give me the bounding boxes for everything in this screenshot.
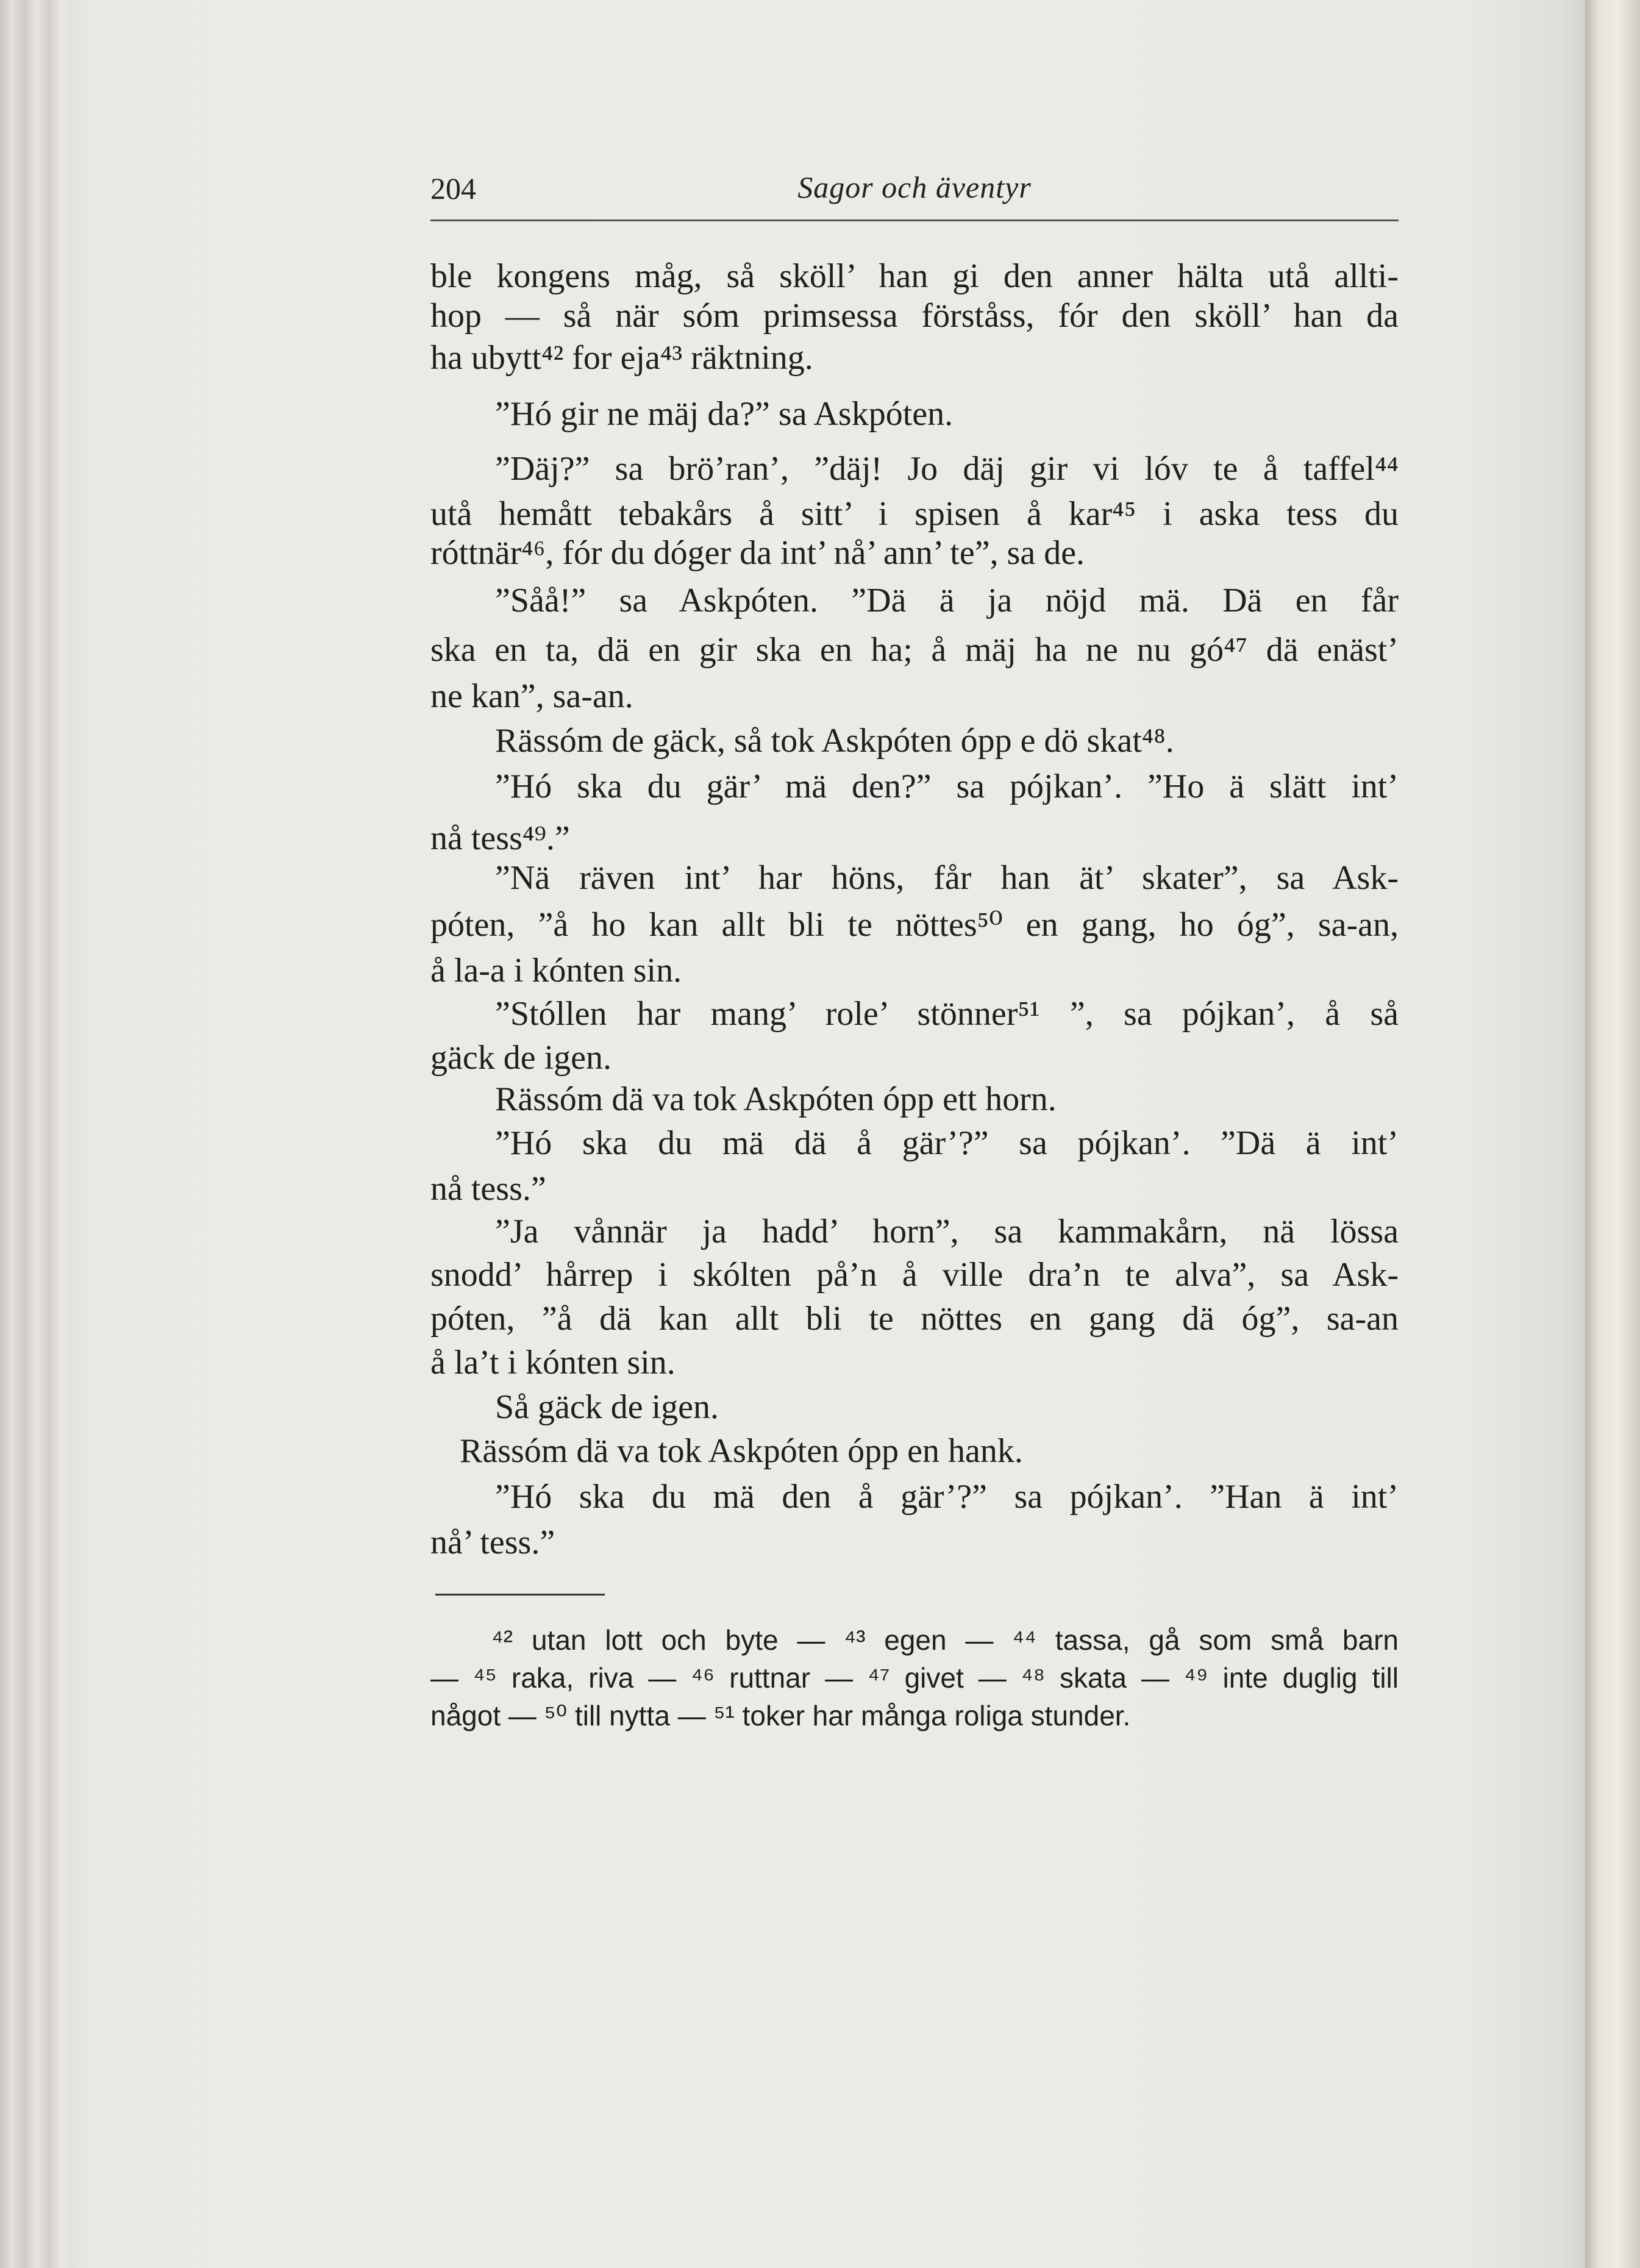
text-line: ”Stóllen har mang’ role’ stönner⁵¹ ”, sa pójkan’, å så — [495, 995, 1399, 1033]
text-line: póten, ”å ho kan allt bli te nöttes⁵⁰ en gang, ho óg”, sa-an, — [430, 906, 1399, 944]
text-line: ne kan”, sa-an. — [430, 677, 633, 715]
text-line: ble kongens måg, så sköll’ han gi den anner hälta utå allti- — [430, 257, 1399, 295]
text-line: å la’t i kónten sin. — [430, 1344, 676, 1382]
text-line: róttnär⁴⁶, fór du dóger da int’ nå’ ann’ te”, sa de. — [430, 534, 1085, 572]
text-line: póten, ”å dä kan allt bli te nöttes en gang dä óg”, sa-an — [430, 1300, 1399, 1338]
text-line: gäck de igen. — [430, 1039, 611, 1077]
text-line: ”Hó gir ne mäj da?” sa Askpóten. — [495, 395, 954, 433]
text-line: å la-a i kónten sin. — [430, 952, 682, 990]
page-number: 204 — [430, 171, 476, 205]
text-line: ”Hó ska du gär’ mä den?” sa pójkan’. ”Ho ä slätt int’ — [495, 768, 1399, 805]
text-line: ”Hó ska du mä den å gär’?” sa pójkan’. ”Han ä int’ — [495, 1478, 1399, 1516]
text-line: Så gäck de igen. — [495, 1388, 719, 1426]
text-line: Rässóm de gäck, så tok Askpóten ópp e dö skat⁴⁸. — [495, 722, 1174, 760]
text-line: nå’ tess.” — [430, 1524, 555, 1561]
text-line: nå tess.” — [430, 1170, 546, 1208]
text-line: utå hemått tebakårs å sitt’ i spisen å kar⁴⁵ i aska tess du — [430, 495, 1399, 533]
text-line: hop — så när sóm primsessa förståss, fór den sköll’ han da — [430, 297, 1399, 335]
text-line: ha ubytt⁴² for eja⁴³ räktning. — [430, 339, 813, 377]
page-header — [430, 165, 1399, 221]
text-line: ”Såå!” sa Askpóten. ”Dä ä ja nöjd mä. Dä en får — [495, 582, 1399, 619]
text-line: ”Ja vånnär ja hadd’ horn”, sa kammakårn, nä lössa — [495, 1213, 1399, 1250]
footnote-line: ⁴² utan lott och byte — ⁴³ egen — ⁴⁴ tassa, gå som små barn — [491, 1624, 1399, 1656]
footnote-line: något — ⁵⁰ till nytta — ⁵¹ toker har många roliga stunder. — [430, 1700, 1131, 1731]
text-line: ”Däj?” sa brö’ran’, ”däj! Jo däj gir vi lóv te å taffel⁴⁴ — [495, 450, 1399, 488]
text-line: Rässóm dä va tok Askpóten ópp en hank. — [460, 1432, 1023, 1470]
text-line: Rässóm dä va tok Askpóten ópp ett horn. — [495, 1080, 1057, 1118]
text-line: ”Hó ska du mä dä å gär’?” sa pójkan’. ”Dä ä int’ — [495, 1124, 1399, 1162]
text-line: nå tess⁴⁹.” — [430, 819, 570, 857]
text-line: snodd’ hårrep i skólten på’n å ville dra’n te alva”, sa Ask- — [430, 1256, 1399, 1294]
footnote-line: — ⁴⁵ raka, riva — ⁴⁶ ruttnar — ⁴⁷ givet — ⁴⁸ skata — ⁴⁹ inte duglig till — [430, 1662, 1399, 1694]
text-line: ”Nä räven int’ har höns, får han ät’ skater”, sa Ask- — [495, 859, 1399, 897]
footnote-separator — [435, 1594, 605, 1596]
text-line: ska en ta, dä en gir ska en ha; å mäj ha ne nu gó⁴⁷ dä enäst’ — [430, 631, 1399, 669]
running-title: Sagor och äventyr — [797, 170, 1032, 204]
page-edge — [1585, 0, 1640, 2268]
